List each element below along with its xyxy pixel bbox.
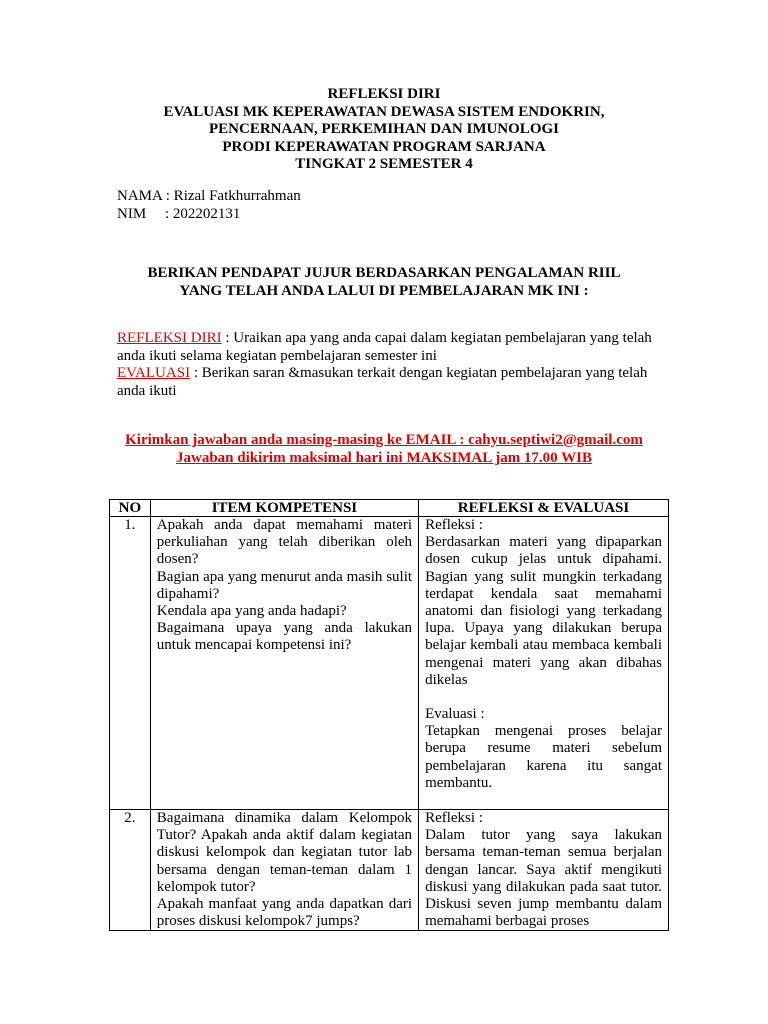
refleksi-label: Refleksi : bbox=[425, 810, 483, 827]
reflection-cell bbox=[419, 517, 669, 810]
instruction-line: YANG TELAH ANDA LALUI DI PEMBELAJARAN MK INI : bbox=[179, 283, 589, 299]
title-line: PENCERNAAN, PERKEMIHAN DAN IMUNOLOGI bbox=[208, 121, 559, 137]
refleksi-text: : Uraikan apa yang anda capai dalam kegiatan pembelajaran yang telah anda ikuti selama kegiatan pembelajaran semester ini bbox=[117, 330, 652, 364]
name-value: : Rizal Fatkhurrahman bbox=[165, 188, 301, 204]
evaluasi-answer: Tetapkan mengenai proses belajar berupa resume materi sebelum pembelajaran karena itu sangat membantu. bbox=[425, 723, 662, 791]
evaluasi-text: : Berikan saran &masukan terkait dengan kegiatan pembelajaran yang telah anda ikuti bbox=[117, 365, 648, 399]
instruction-heading bbox=[0, 264, 768, 300]
title-line: TINGKAT 2 SEMESTER 4 bbox=[295, 156, 473, 172]
refleksi-key: REFLEKSI DIRI bbox=[117, 330, 222, 346]
evaluasi-definition bbox=[117, 365, 657, 400]
refleksi-answer: Dalam tutor yang saya lakukan bersama teman-teman semua berjalan dengan lancar. Saya aktif mengikuti diskusi yang dilakukan pada saat tutor. Diskusi seven jump membantu dalam memahami berbagai proses bbox=[425, 827, 662, 930]
item-question: Bagaimana dinamika dalam Kelompok Tutor? Apakah anda aktif dalam kegiatan diskusi kelompok dan kegiatan tutor lab bersama dengan teman-teman dalam 1 kelompok tutor? bbox=[156, 810, 413, 895]
header-refleksi-evaluasi: REFLEKSI & EVALUASI bbox=[419, 500, 669, 517]
title-line: PRODI KEPERAWATAN PROGRAM SARJANA bbox=[222, 138, 546, 155]
item-question: Kendala apa yang anda hadapi? bbox=[156, 603, 347, 620]
refleksi-definition bbox=[117, 330, 657, 365]
email-notice[interactable]: Kirimkan jawaban anda masing-masing ke EMAIL : cahyu.septiwi2@gmail.com bbox=[125, 432, 643, 448]
item-question: Apakah manfaat yang anda dapatkan dari proses diskusi kelompok7 jumps? bbox=[156, 896, 413, 930]
instruction-line: BERIKAN PENDAPAT JUJUR BERDASARKAN PENGALAMAN RIIL bbox=[147, 265, 621, 281]
item-cell bbox=[150, 517, 418, 810]
name-label: NAMA bbox=[117, 188, 163, 204]
item-question: Apakah anda dapat memahami materi perkuliahan yang telah diberikan oleh dosen? bbox=[156, 517, 413, 568]
nim-label: NIM bbox=[117, 205, 147, 222]
row-number: 1. bbox=[110, 517, 151, 810]
item-question: Bagaimana upaya yang anda lakukan untuk mencapai kompetensi ini? bbox=[156, 620, 413, 654]
item-cell bbox=[150, 810, 418, 931]
definitions bbox=[117, 330, 657, 400]
competency-table bbox=[109, 499, 669, 931]
nim-value: : 202202131 bbox=[165, 205, 241, 222]
refleksi-answer: Berdasarkan materi yang dipaparkan dosen cukup jelas untuk dipahami. Bagian yang sulit mungkin terkadang terdapat kendala saat memahami anatomi dan fisiologi yang terkadang lupa. Upaya yang dilakukan berupa belajar kembali atau membaca kembali mengenai materi yang akan dibahas dikelas bbox=[425, 534, 662, 688]
document-title bbox=[0, 86, 768, 174]
header-no: NO bbox=[110, 500, 151, 517]
table-row bbox=[110, 810, 669, 931]
evaluasi-key: EVALUASI bbox=[117, 365, 191, 381]
table-row bbox=[110, 517, 669, 810]
title-line: EVALUASI MK KEPERAWATAN DEWASA SISTEM ENDOKRIN, bbox=[163, 103, 605, 120]
title-line: REFLEKSI DIRI bbox=[327, 86, 441, 102]
refleksi-label: Refleksi : bbox=[425, 517, 483, 533]
row-number: 2. bbox=[110, 810, 151, 931]
table-header-row bbox=[110, 500, 669, 517]
reflection-cell bbox=[419, 810, 669, 931]
submission-notice bbox=[0, 431, 768, 467]
student-identity bbox=[117, 188, 301, 223]
deadline-notice: Jawaban dikirim maksimal hari ini MAKSIMAL jam 17.00 WIB bbox=[175, 450, 593, 466]
item-question: Bagian apa yang menurut anda masih sulit dipahami? bbox=[156, 568, 413, 602]
header-item: ITEM KOMPETENSI bbox=[150, 500, 418, 517]
evaluasi-label: Evaluasi : bbox=[425, 706, 485, 723]
